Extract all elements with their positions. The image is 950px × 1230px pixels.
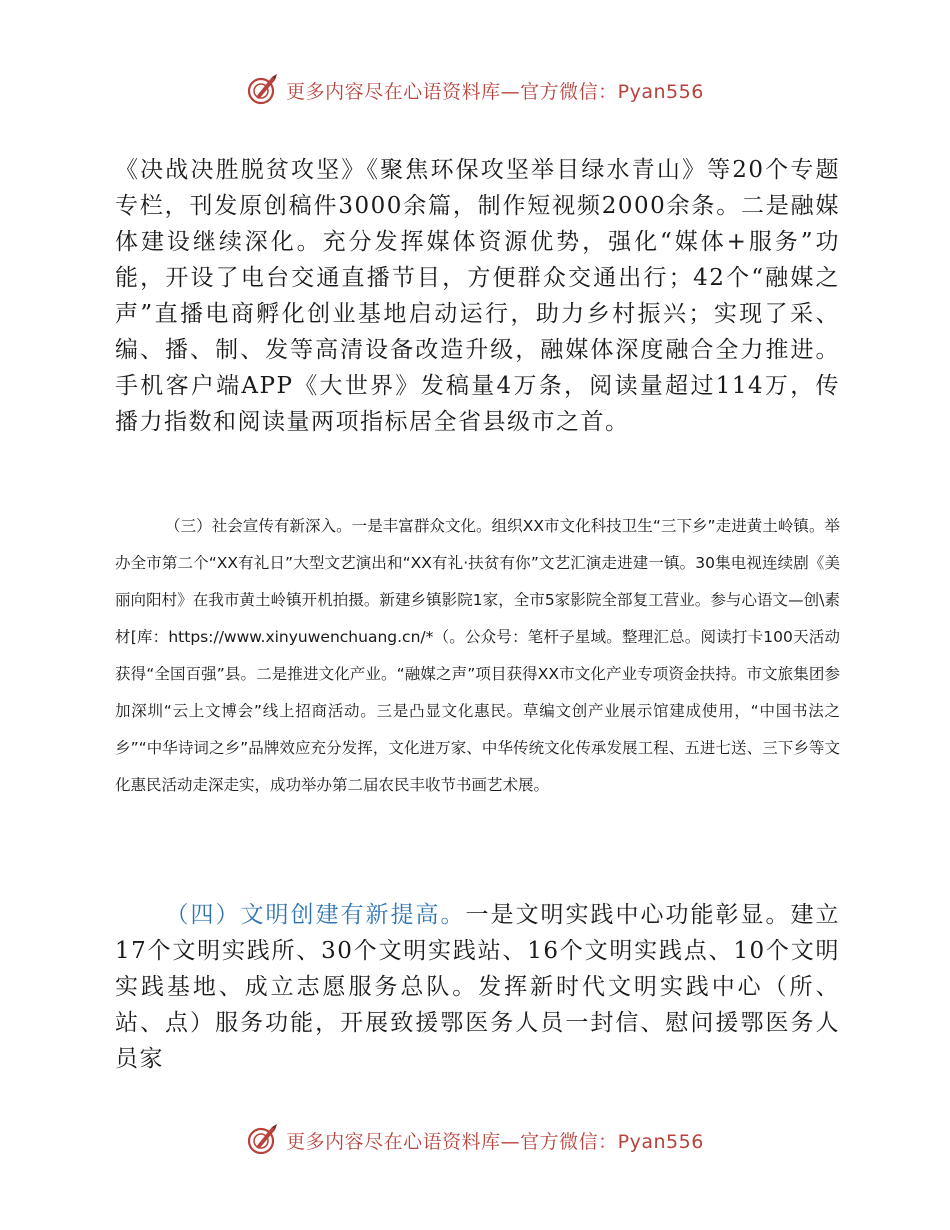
paragraph-2-text: （三）社会宣传有新深入。一是丰富群众文化。组织XX市文化科技卫生“三下乡”走进黄土岭镇。举办全市第二个“XX有礼日”大型文艺演出和“XX有礼·扶贫有你”文艺汇演走进建一镇。30集电视连续剧《美丽向阳村》在我市黄土岭镇开机拍摄。新建乡镇影院1家，全市5家影院全部复工营业。参与心语文—创\素材[库：https://www.xinyuwenchuang.cn/*（。公众号：笔杆子星域。整理汇总。阅读打卡100天活动获得“全国百强”县。二是推进文化产业。“融媒之声”项目获得XX市文化产业专项资金扶持。市文旅集团参加深圳“云上文博会”线上招商活动。三是凸显文化惠民。草编文创产业展示馆建成使用，“中国书法之乡”“中华诗词之乡”品牌效应充分发挥，文化进万家、中华传统文化传承发展工程、五进七送、三下乡等文化惠民活动走深走实，成功举办第二届农民丰收节书画艺术展。 xyxy=(115,517,840,794)
footer-banner-text: 更多内容尽在心语资料库—官方微信：Pyan556 xyxy=(286,1130,704,1153)
body-paragraph-1: 《决战决胜脱贫攻坚》《聚焦环保攻坚举目绿水青山》等20个专题专栏，刊发原创稿件3000余篇，制作短视频2000余条。二是融媒体建设继续深化。充分发挥媒体资源优势，强化“媒体+服务”功能，开设了电台交通直播节目，方便群众交通出行；42个“融媒之声”直播电商孵化创业基地启动运行，助力乡村振兴；实现了采、编、播、制、发等高清设备改造升级，融媒体深度融合全力推进。手机客户端APP《大世界》发稿量4万条，阅读量超过114万，传播力指数和阅读量两项指标居全省县级市之首。 xyxy=(115,157,840,435)
quill-seal-icon xyxy=(246,1123,280,1157)
body-paragraph-2 xyxy=(115,508,840,804)
paragraph-3-text: 一是文明实践中心功能彰显。建立17个文明实践所、30个文明实践站、16个文明实践点、10个文明实践基地、成立志愿服务总队。发挥新时代文明实践中心（所、站、点）服务功能，开展致援鄂医务人员一封信、慰问援鄂医务人员家 xyxy=(115,902,840,1072)
footer-banner xyxy=(0,1120,950,1160)
header-banner-text: 更多内容尽在心语资料库—官方微信：Pyan556 xyxy=(286,80,704,103)
body-paragraph-3 xyxy=(115,897,840,1077)
section-heading-4: （四）文明创建有新提高。 xyxy=(165,902,466,928)
header-banner xyxy=(0,70,950,110)
quill-seal-icon xyxy=(246,73,280,107)
